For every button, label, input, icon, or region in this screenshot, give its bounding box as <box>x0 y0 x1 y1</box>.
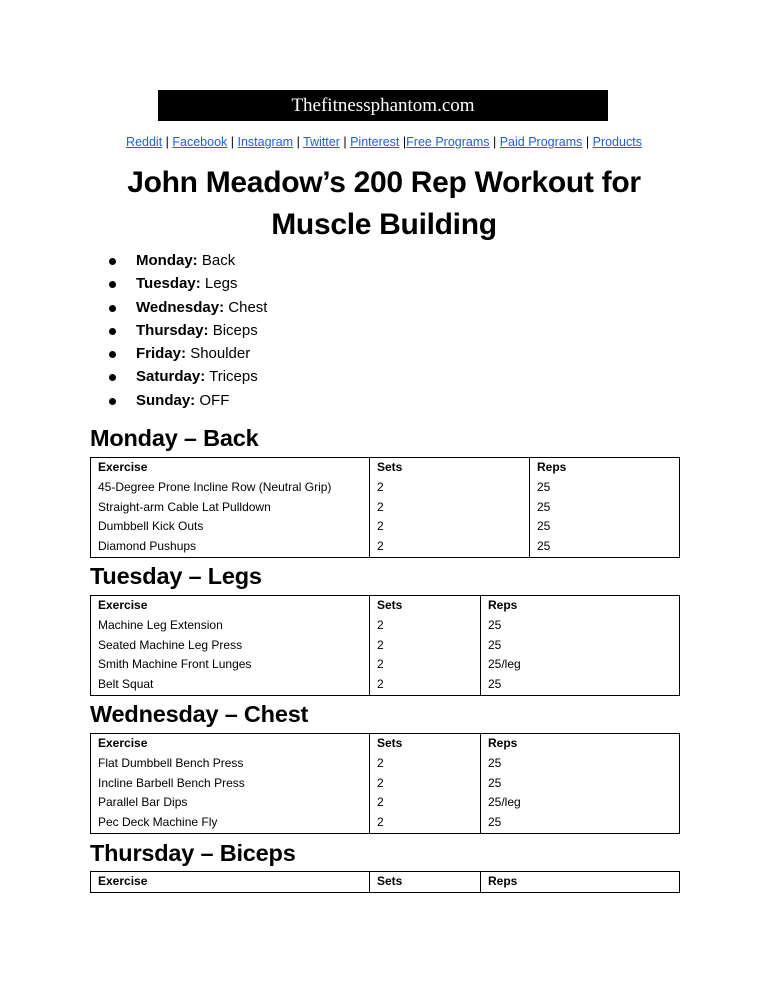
table-header-row <box>91 596 680 616</box>
day-focus: OFF <box>199 391 230 409</box>
day-label: Thursday: <box>136 321 209 339</box>
cell-reps: 25 <box>530 537 680 557</box>
table-row <box>91 517 680 537</box>
bullet-icon <box>109 328 116 335</box>
column-header-exercise: Exercise <box>91 596 370 616</box>
cell-reps: 25 <box>481 616 680 636</box>
cell-exercise: Pec Deck Machine Fly <box>91 813 370 833</box>
column-header-exercise: Exercise <box>91 458 370 478</box>
cell-sets: 2 <box>370 616 481 636</box>
column-header-reps: Reps <box>481 734 680 754</box>
section-heading-tuesday: Tuesday – Legs <box>90 563 262 589</box>
table-row <box>91 655 680 675</box>
list-item <box>107 365 267 388</box>
section-heading-thursday: Thursday – Biceps <box>90 840 296 866</box>
list-item <box>107 272 267 295</box>
day-label: Monday: <box>136 252 198 269</box>
bullet-icon <box>109 351 116 358</box>
cell-exercise: Dumbbell Kick Outs <box>91 517 370 537</box>
cell-exercise: Flat Dumbbell Bench Press <box>91 754 370 774</box>
page-title: John Meadow’s 200 Rep Workout for Muscle Building <box>127 166 641 241</box>
day-focus: Legs <box>204 275 238 293</box>
table-tuesday <box>90 595 680 696</box>
column-header-reps: Reps <box>481 596 680 616</box>
list-item <box>107 249 267 272</box>
table-row <box>91 793 680 813</box>
link-twitter[interactable]: Twitter <box>303 135 340 149</box>
link-paid-programs[interactable]: Paid Programs <box>499 135 583 149</box>
cell-reps: 25 <box>530 478 680 498</box>
cell-reps: 25 <box>481 675 680 695</box>
column-header-exercise: Exercise <box>91 872 370 893</box>
day-label: Tuesday: <box>136 275 201 293</box>
table-row <box>91 774 680 794</box>
table-monday <box>90 457 680 558</box>
day-label: Friday: <box>136 345 187 363</box>
cell-exercise: Incline Barbell Bench Press <box>91 774 370 794</box>
column-header-sets: Sets <box>370 872 481 893</box>
bullet-icon <box>109 305 116 312</box>
cell-sets: 2 <box>370 517 530 537</box>
day-label: Sunday: <box>136 391 196 409</box>
list-item <box>107 296 267 319</box>
table-row <box>91 616 680 636</box>
cell-exercise: Straight-arm Cable Lat Pulldown <box>91 498 370 518</box>
day-label: Wednesday: <box>136 298 225 316</box>
bullet-icon <box>109 258 116 265</box>
table-header-row <box>91 734 680 754</box>
link-pinterest[interactable]: Pinterest <box>350 135 400 149</box>
cell-reps: 25/leg <box>481 793 680 813</box>
cell-reps: 25/leg <box>481 655 680 675</box>
social-links-bar: Reddit | Facebook | Instagram | Twitter | Pinterest |Free Programs | Paid Programs | Products <box>126 135 642 149</box>
cell-exercise: Machine Leg Extension <box>91 616 370 636</box>
link-reddit[interactable]: Reddit <box>126 135 163 149</box>
link-free-programs[interactable]: Free Programs <box>406 135 490 149</box>
weekly-schedule-list <box>107 249 267 412</box>
bullet-icon <box>109 374 116 381</box>
day-focus: Chest <box>228 298 268 316</box>
table-row <box>91 675 680 695</box>
cell-reps: 25 <box>481 774 680 794</box>
table-thursday <box>90 871 680 893</box>
table-row <box>91 478 680 498</box>
section-heading-wednesday: Wednesday – Chest <box>90 701 309 727</box>
column-header-reps: Reps <box>481 872 680 893</box>
column-header-sets: Sets <box>370 596 481 616</box>
table-row <box>91 754 680 774</box>
link-facebook[interactable]: Facebook <box>172 135 228 149</box>
column-header-reps: Reps <box>530 458 680 478</box>
bullet-icon <box>109 281 116 288</box>
column-header-sets: Sets <box>370 458 530 478</box>
cell-sets: 2 <box>370 537 530 557</box>
cell-sets: 2 <box>370 793 481 813</box>
link-products[interactable]: Products <box>592 135 642 149</box>
cell-sets: 2 <box>370 636 481 656</box>
list-item <box>107 389 267 412</box>
column-header-exercise: Exercise <box>91 734 370 754</box>
cell-sets: 2 <box>370 774 481 794</box>
cell-sets: 2 <box>370 478 530 498</box>
day-focus: Triceps <box>209 368 258 386</box>
table-row <box>91 537 680 557</box>
table-row <box>91 498 680 518</box>
cell-exercise: Parallel Bar Dips <box>91 793 370 813</box>
day-focus: Biceps <box>212 321 258 339</box>
cell-sets: 2 <box>370 813 481 833</box>
cell-exercise: Diamond Pushups <box>91 537 370 557</box>
cell-sets: 2 <box>370 655 481 675</box>
cell-exercise: Smith Machine Front Lunges <box>91 655 370 675</box>
list-item <box>107 319 267 342</box>
table-header-row <box>91 872 680 893</box>
cell-exercise: 45-Degree Prone Incline Row (Neutral Grip) <box>91 478 370 498</box>
cell-reps: 25 <box>481 754 680 774</box>
day-focus: Back <box>201 252 236 269</box>
cell-reps: 25 <box>481 636 680 656</box>
site-banner: Thefitnessphantom.com <box>158 90 608 121</box>
bullet-icon <box>109 398 116 405</box>
table-row <box>91 636 680 656</box>
cell-exercise: Seated Machine Leg Press <box>91 636 370 656</box>
day-focus: Shoulder <box>190 345 251 363</box>
cell-reps: 25 <box>530 498 680 518</box>
cell-sets: 2 <box>370 498 530 518</box>
link-instagram[interactable]: Instagram <box>237 135 294 149</box>
table-header-row <box>91 458 680 478</box>
list-item <box>107 342 267 365</box>
cell-reps: 25 <box>530 517 680 537</box>
column-header-sets: Sets <box>370 734 481 754</box>
cell-exercise: Belt Squat <box>91 675 370 695</box>
table-row <box>91 813 680 833</box>
table-wednesday <box>90 733 680 834</box>
cell-sets: 2 <box>370 754 481 774</box>
day-label: Saturday: <box>136 368 206 386</box>
cell-reps: 25 <box>481 813 680 833</box>
section-heading-monday: Monday – Back <box>90 425 259 451</box>
cell-sets: 2 <box>370 675 481 695</box>
